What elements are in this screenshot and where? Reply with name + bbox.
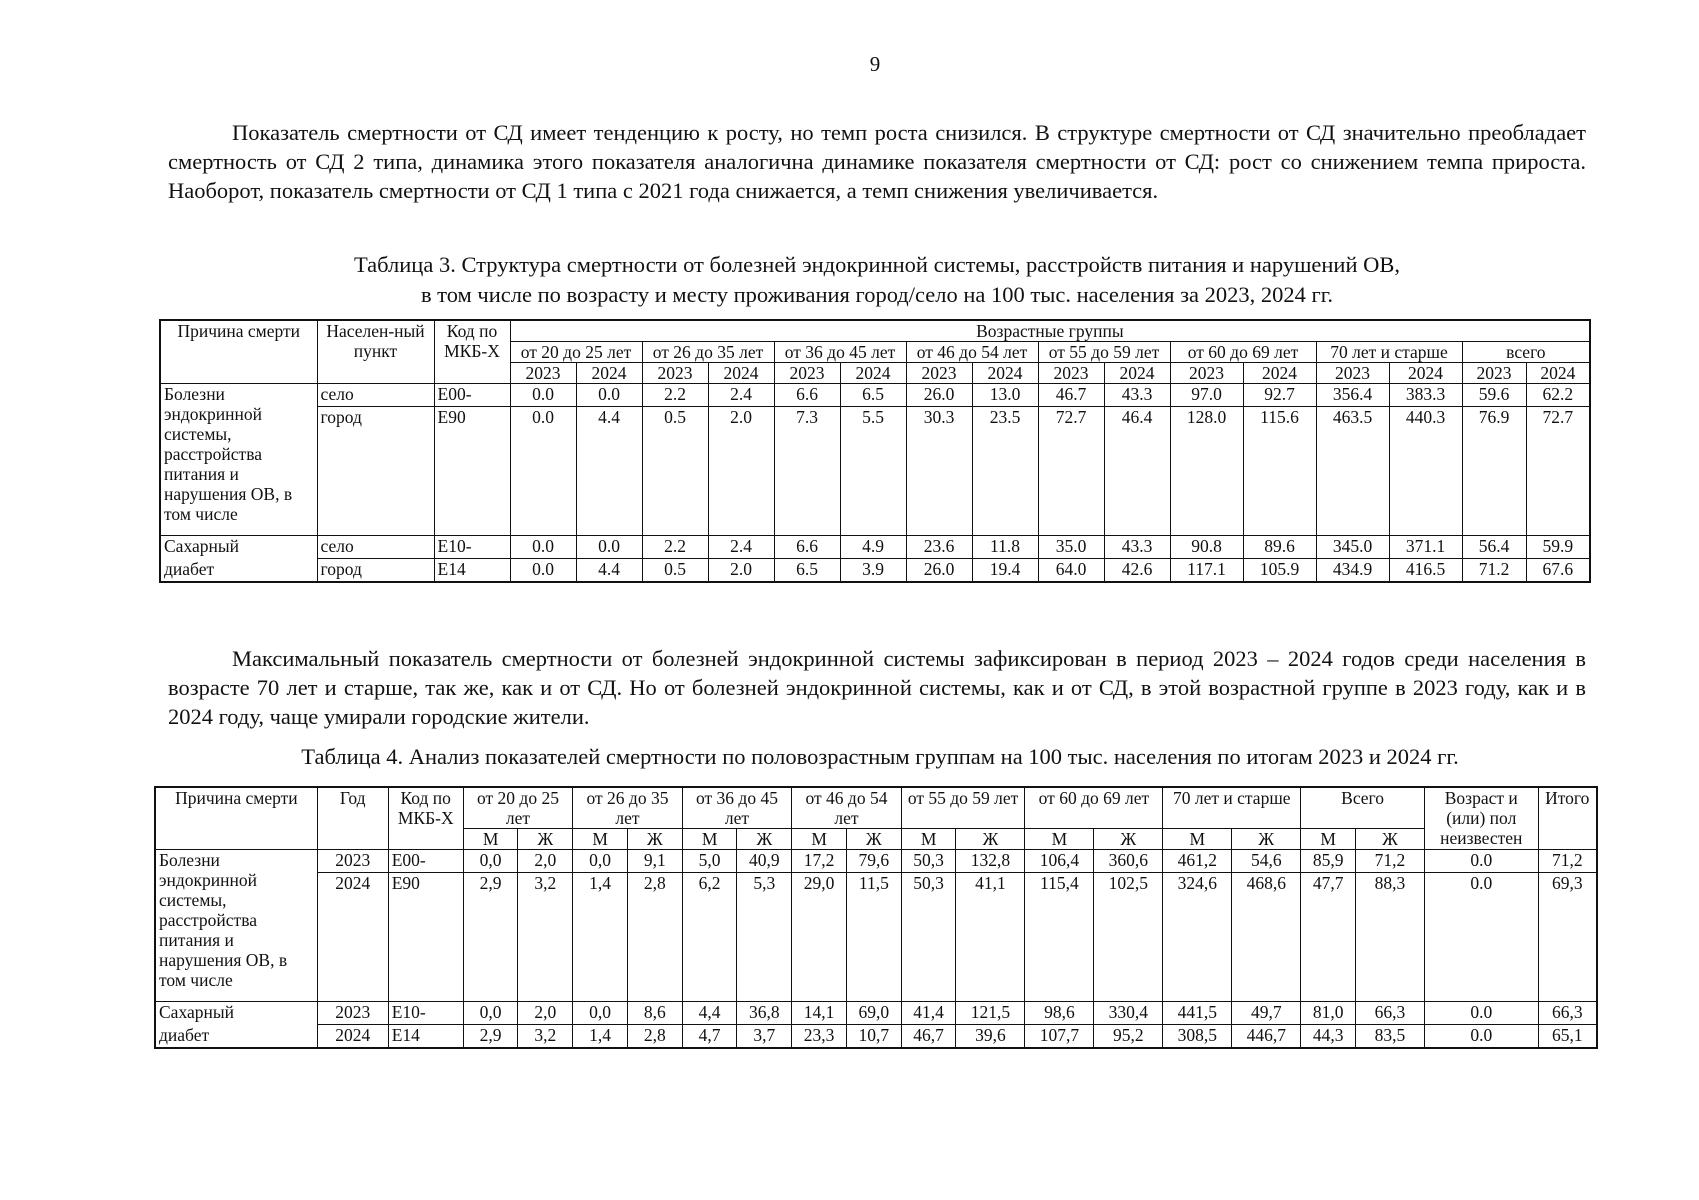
t3-place-village: село [317,384,434,407]
table-cell: 4.4 [576,407,642,536]
table-cell: 46.7 [1038,384,1104,407]
table-cell: 97.0 [1170,384,1243,407]
table-cell: 10,7 [846,1025,901,1049]
table-cell: 23.5 [972,407,1038,536]
table-cell: 0.0 [1424,873,1538,1002]
table-cell: 76.9 [1462,407,1526,536]
table-cell: 47,7 [1301,873,1356,1002]
table-cell: 2,0 [518,1002,573,1025]
table-cell: 72.7 [1526,407,1590,536]
t3-place-city: город [317,407,434,536]
table-cell: 6.5 [774,559,840,583]
t3-age-group: 70 лет и старше [1316,342,1462,363]
table-cell: 4,4 [682,1002,737,1025]
t4-header-total: Итого [1538,787,1597,850]
table-cell: 324,6 [1163,873,1232,1002]
table-cell: 66,3 [1538,1002,1597,1025]
t3-year-cell: 2023 [1316,363,1389,384]
t3-header-code: Код по МКБ-Х [434,320,510,384]
t4-sex-cell: Ж [846,829,901,850]
table-cell: 0,0 [463,1002,518,1025]
table4-caption: Таблица 4. Анализ показателей смертности по половозрастным группам на 100 тыс. населения по итогам 2023 и 2024 гг. [301,744,1459,769]
table-cell: 43.3 [1104,536,1170,559]
table4-mortality-by-sex-age [154,786,1598,1049]
t4-age-group: от 55 до 59 лет [901,787,1025,829]
table-cell: 2,8 [627,1025,682,1049]
t3-year-cell: 2023 [1462,363,1526,384]
table-cell: 121,5 [956,1002,1025,1025]
t3-code-e00: E00- [434,384,510,407]
table-cell: 30.3 [906,407,972,536]
table-cell: 3,2 [518,1025,573,1049]
table-cell: 69,3 [1538,873,1597,1002]
t4-sex-cell: Ж [1232,829,1301,850]
table-cell: 2.4 [708,384,774,407]
table-row [160,559,1590,583]
table-cell: 35.0 [1038,536,1104,559]
table-cell: 2.2 [642,536,708,559]
table-cell: 0.0 [1424,850,1538,873]
t3-year-cell: 2024 [972,363,1038,384]
table3-caption-line1: Таблица 3. Структура смертности от болезней эндокринной системы, расстройств питания и нарушений ОВ, [353,252,1401,277]
paragraph-max-mortality: Максимальный показатель смертности от болезней эндокринной системы зафиксирован в период 2023 – 2024 годов среди населения в возрасте 70 лет и старше, так же, как и от СД. Но от болезней эндокринной системы, как и от СД, в этой возрастной группе в 2023 году, как и в 2024 году, чаще умирали городские жители. [168,646,1586,729]
table-cell: 92.7 [1243,384,1316,407]
table-cell: 50,3 [901,873,956,1002]
t3-year-cell: 2023 [642,363,708,384]
table-cell: 0.0 [510,384,576,407]
t3-place-city: город [317,559,434,583]
t4-code-e00: E00- [388,850,463,873]
table-cell: 71,2 [1356,850,1425,873]
table-row [160,407,1590,536]
table-cell: 46.4 [1104,407,1170,536]
table-cell: 1,4 [573,873,628,1002]
table-cell: 463.5 [1316,407,1389,536]
table-cell: 383.3 [1389,384,1462,407]
table-cell: 2.2 [642,384,708,407]
table-cell: 0.0 [510,536,576,559]
table-cell: 446,7 [1232,1025,1301,1049]
t3-header-cause: Причина смерти [160,320,317,384]
t4-age-group: от 26 до 35 лет [573,787,683,829]
paragraph-diabetes-trend: Показатель смертности от СД имеет тенденцию к росту, но темп роста снизился. В структуре смертности от СД значительно преобладает смертность от СД 2 типа, динамика этого показателя аналогична динамике показателя смертности от СД: рост со снижением темпа прироста. Наоборот, показатель смертности от СД 1 типа с 2021 года снижается, а темп снижения увеличивается. [168,120,1586,203]
table-cell: 0.0 [576,384,642,407]
t4-code-e90: E90 [388,873,463,1002]
t4-header-code: Код по МКБ-Х [388,787,463,850]
table-cell: 39,6 [956,1025,1025,1049]
table-cell: 0,0 [573,850,628,873]
table-cell: 440.3 [1389,407,1462,536]
table-cell: 95,2 [1094,1025,1163,1049]
table-cell: 56.4 [1462,536,1526,559]
table-cell: 98,6 [1025,1002,1094,1025]
t3-code-e10: E10- [434,536,510,559]
t4-cause-diabetes-2: диабет [155,1025,317,1049]
table-cell: 7.3 [774,407,840,536]
table-cell: 5,3 [737,873,792,1002]
table-cell: 83,5 [1356,1025,1425,1049]
t3-age-group: от 60 до 69 лет [1170,342,1316,363]
table-cell: 2.0 [708,407,774,536]
t3-code-e14: E14 [434,559,510,583]
table-row [155,1002,1597,1025]
table-cell: 5.5 [840,407,906,536]
t4-sex-cell: Ж [956,829,1025,850]
t4-year: 2023 [317,1002,388,1025]
table-cell: 4.4 [576,559,642,583]
t3-cause-endocrine: Болезни эндокринной системы, расстройства питания и нарушения ОВ, в том числе [160,384,317,536]
table-cell: 42.6 [1104,559,1170,583]
table-cell: 0.5 [642,559,708,583]
t3-cause-diabetes-1: Сахарный [160,536,317,559]
table-cell: 105.9 [1243,559,1316,583]
table-cell: 0.0 [576,536,642,559]
table-cell: 13.0 [972,384,1038,407]
t4-age-group: от 36 до 45 лет [682,787,792,829]
table-cell: 0.0 [510,559,576,583]
t3-year-cell: 2024 [1104,363,1170,384]
table-cell: 6.6 [774,536,840,559]
t4-header-year: Год [317,787,388,850]
t4-year: 2024 [317,873,388,1002]
t4-cause-endocrine: Болезни эндокринной системы, расстройства питания и нарушения ОВ, в том числе [155,850,317,1002]
table-cell: 9,1 [627,850,682,873]
t3-year-cell: 2024 [1389,363,1462,384]
t3-year-cell: 2024 [708,363,774,384]
table-cell: 89.6 [1243,536,1316,559]
table-cell: 41,1 [956,873,1025,1002]
table-cell: 132,8 [956,850,1025,873]
table-cell: 2,0 [518,850,573,873]
table-cell: 11.8 [972,536,1038,559]
table-cell: 17,2 [792,850,847,873]
table-cell: 0.0 [1424,1025,1538,1049]
t3-year-cell: 2023 [774,363,840,384]
table-cell: 79,6 [846,850,901,873]
table-cell: 128.0 [1170,407,1243,536]
table-cell: 107,7 [1025,1025,1094,1049]
table-row [155,873,1597,1002]
table-cell: 90.8 [1170,536,1243,559]
table-cell: 2.4 [708,536,774,559]
table-cell: 106,4 [1025,850,1094,873]
t3-year-cell: 2024 [576,363,642,384]
table-cell: 11,5 [846,873,901,1002]
t4-sex-cell: М [901,829,956,850]
t3-age-group: от 26 до 35 лет [642,342,774,363]
table-cell: 36,8 [737,1002,792,1025]
t4-sex-cell: Ж [1356,829,1425,850]
table-cell: 54,6 [1232,850,1301,873]
table-cell: 2.0 [708,559,774,583]
t4-sex-cell: Ж [1094,829,1163,850]
table-cell: 0.5 [642,407,708,536]
t4-sex-cell: М [1301,829,1356,850]
t4-sex-cell: М [463,829,518,850]
table-cell: 360,6 [1094,850,1163,873]
t3-year-cell: 2024 [840,363,906,384]
t3-age-group: от 46 до 54 лет [906,342,1038,363]
t3-year-cell: 2024 [1526,363,1590,384]
table-cell: 59.6 [1462,384,1526,407]
table-cell: 49,7 [1232,1002,1301,1025]
table-cell: 4,7 [682,1025,737,1049]
t4-sex-cell: М [1025,829,1094,850]
table-cell: 19.4 [972,559,1038,583]
table-cell: 85,9 [1301,850,1356,873]
t3-age-group: от 20 до 25 лет [510,342,642,363]
t4-age-group: от 60 до 69 лет [1025,787,1163,829]
page-number: 9 [869,52,881,76]
table-cell: 23,3 [792,1025,847,1049]
table-row [160,384,1590,407]
t3-place-village: село [317,536,434,559]
table-cell: 102,5 [1094,873,1163,1002]
table-cell: 5,0 [682,850,737,873]
table-row [155,1025,1597,1049]
table-cell: 69,0 [846,1002,901,1025]
table-cell: 356.4 [1316,384,1389,407]
t3-age-group: от 36 до 45 лет [774,342,906,363]
table-cell: 67.6 [1526,559,1590,583]
table-cell: 2,9 [463,1025,518,1049]
table-cell: 461,2 [1163,850,1232,873]
t3-header-age-groups: Возрастные группы [510,320,1590,342]
table-cell: 1,4 [573,1025,628,1049]
t4-sex-cell: М [573,829,628,850]
table-cell: 72.7 [1038,407,1104,536]
t4-header-cause: Причина смерти [155,787,317,850]
table-cell: 6.6 [774,384,840,407]
table-cell: 416.5 [1389,559,1462,583]
table-cell: 0.0 [510,407,576,536]
table-cell: 2,8 [627,873,682,1002]
table-cell: 23.6 [906,536,972,559]
t4-age-group: от 20 до 25 лет [463,787,573,829]
table-cell: 14,1 [792,1002,847,1025]
table-cell: 88,3 [1356,873,1425,1002]
table-cell: 468,6 [1232,873,1301,1002]
table-cell: 434.9 [1316,559,1389,583]
t4-header-unknown: Возраст и (или) пол неизвестен [1424,787,1538,850]
table-cell: 26.0 [906,559,972,583]
t4-sex-cell: Ж [737,829,792,850]
table3-caption-line2: в том числе по возрасту и месту проживания город/село на 100 тыс. населения за 2023, 2024 гг. [420,282,1334,307]
table-cell: 65,1 [1538,1025,1597,1049]
table-cell: 0,0 [463,850,518,873]
table-cell: 0.0 [1424,1002,1538,1025]
table-cell: 3.9 [840,559,906,583]
table-cell: 40,9 [737,850,792,873]
table-cell: 2,9 [463,873,518,1002]
t3-year-cell: 2023 [1038,363,1104,384]
t4-age-group: от 46 до 54 лет [792,787,902,829]
table-row [155,850,1597,873]
t4-age-group: 70 лет и старше [1163,787,1301,829]
table-cell: 29,0 [792,873,847,1002]
table-cell: 46,7 [901,1025,956,1049]
table-cell: 66,3 [1356,1002,1425,1025]
t4-sex-cell: М [682,829,737,850]
table-cell: 308,5 [1163,1025,1232,1049]
t4-year: 2023 [317,850,388,873]
t3-age-group: от 55 до 59 лет [1038,342,1170,363]
t3-cause-diabetes-2: диабет [160,559,317,583]
t4-sex-cell: Ж [518,829,573,850]
table-cell: 3,2 [518,873,573,1002]
t4-sex-cell: М [1163,829,1232,850]
table-cell: 44,3 [1301,1025,1356,1049]
table-cell: 6,2 [682,873,737,1002]
t3-age-group: всего [1462,342,1590,363]
t4-year: 2024 [317,1025,388,1049]
table3-caption [168,250,1586,310]
table-cell: 330,4 [1094,1002,1163,1025]
table-cell: 62.2 [1526,384,1590,407]
t3-year-cell: 2023 [510,363,576,384]
t4-sex-cell: Ж [627,829,682,850]
table-cell: 64.0 [1038,559,1104,583]
t3-header-place: Населен-ный пункт [317,320,434,384]
t3-year-cell: 2023 [906,363,972,384]
t3-code-e90: E90 [434,407,510,536]
t4-age-group: Всего [1301,787,1425,829]
table-cell: 345.0 [1316,536,1389,559]
table-cell: 26.0 [906,384,972,407]
t3-year-cell: 2024 [1243,363,1316,384]
t4-code-e10: E10- [388,1002,463,1025]
t3-year-cell: 2023 [1170,363,1243,384]
table-cell: 81,0 [1301,1002,1356,1025]
table-cell: 0,0 [573,1002,628,1025]
table-cell: 371.1 [1389,536,1462,559]
table3-mortality-by-age-place [159,319,1591,583]
t4-code-e14: E14 [388,1025,463,1049]
table-cell: 71.2 [1462,559,1526,583]
table-cell: 8,6 [627,1002,682,1025]
table-cell: 50,3 [901,850,956,873]
table-cell: 117.1 [1170,559,1243,583]
table-cell: 3,7 [737,1025,792,1049]
table-cell: 71,2 [1538,850,1597,873]
table-cell: 4.9 [840,536,906,559]
t4-cause-diabetes-1: Сахарный [155,1002,317,1025]
t4-sex-cell: М [792,829,847,850]
table-row [160,536,1590,559]
table-cell: 59.9 [1526,536,1590,559]
table-cell: 115,4 [1025,873,1094,1002]
table-cell: 41,4 [901,1002,956,1025]
table-cell: 441,5 [1163,1002,1232,1025]
table-cell: 6.5 [840,384,906,407]
table-cell: 115.6 [1243,407,1316,536]
table-cell: 43.3 [1104,384,1170,407]
